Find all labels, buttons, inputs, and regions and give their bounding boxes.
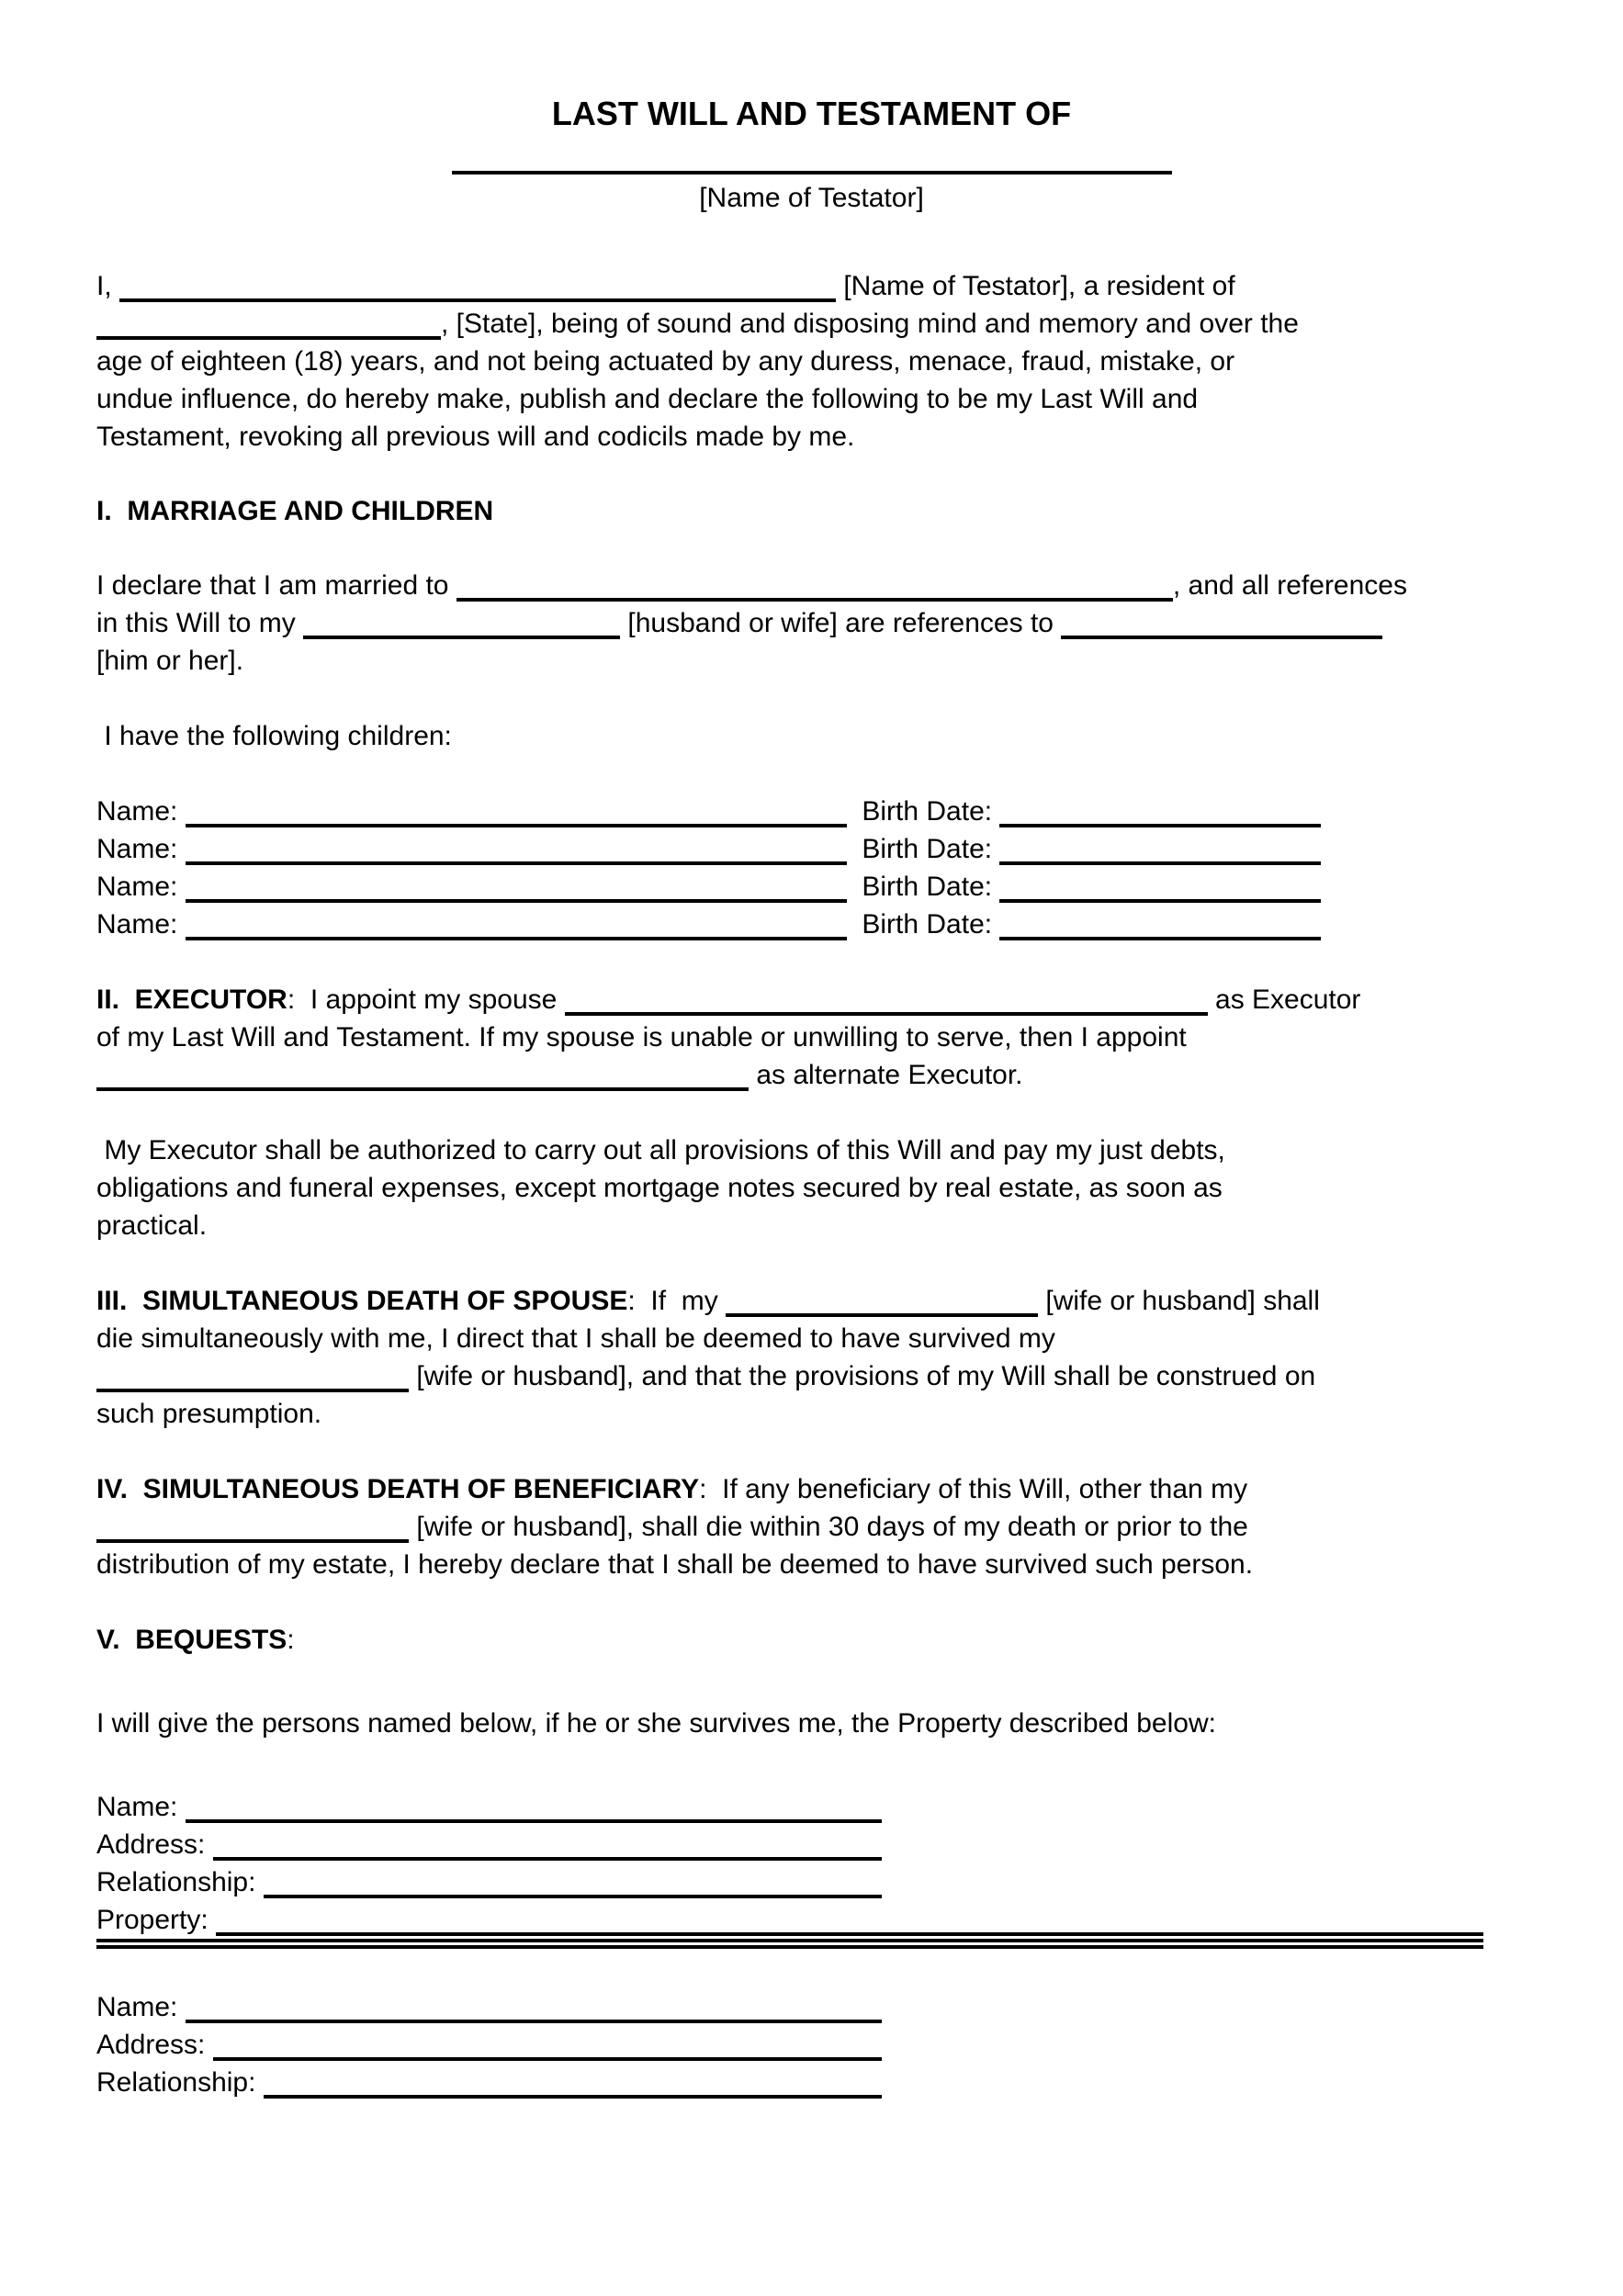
document-line bbox=[96, 1508, 1527, 1546]
beneficiary-name-row bbox=[96, 1988, 882, 2026]
document-line bbox=[96, 1019, 1527, 1056]
document-line bbox=[96, 1320, 1527, 1357]
executor-powers bbox=[96, 1131, 1527, 1244]
document-line bbox=[96, 1169, 1527, 1207]
blank-field bbox=[999, 906, 1321, 940]
text-run: Name: bbox=[96, 872, 186, 902]
document-line bbox=[96, 604, 1527, 642]
beneficiary-relationship-row bbox=[96, 1863, 882, 1901]
document-line bbox=[96, 1357, 1527, 1395]
simultaneous-death-of-beneficiary bbox=[96, 1470, 1527, 1583]
blank-field bbox=[213, 1826, 882, 1861]
text-run: , [State], being of sound and disposing mind and memory and over the bbox=[441, 309, 1299, 339]
blank-field bbox=[186, 1988, 882, 2023]
blank-field bbox=[726, 1282, 1038, 1317]
blank-field bbox=[264, 2064, 882, 2099]
text-run: I, bbox=[96, 271, 120, 301]
document-line bbox=[96, 642, 1527, 680]
document-line bbox=[96, 267, 1527, 305]
text-run: : bbox=[287, 1625, 295, 1655]
text-run: Relationship: bbox=[96, 1867, 264, 1897]
document-line bbox=[96, 492, 1527, 530]
blank-field bbox=[999, 868, 1321, 903]
bequests-heading bbox=[96, 1621, 1527, 1659]
blank-field bbox=[1061, 604, 1382, 639]
text-run: [him or her]. bbox=[96, 646, 244, 676]
text-run: age of eighteen (18) years, and not being actuated by any duress, menace, fraud, mistake, or bbox=[96, 346, 1235, 377]
blank-field bbox=[264, 1863, 882, 1898]
document-line bbox=[96, 1621, 1527, 1659]
text-run: Name: bbox=[96, 834, 186, 864]
text-run: My Executor shall be authorized to carry out all provisions of this Will and pay my just debts, bbox=[96, 1135, 1225, 1165]
text-run: Birth Date: bbox=[846, 909, 1000, 940]
children-intro bbox=[96, 717, 1527, 755]
document-line bbox=[96, 1705, 1527, 1742]
document-line bbox=[96, 305, 1527, 343]
blank-field bbox=[96, 1056, 749, 1091]
heading-marriage-and-children bbox=[96, 492, 1527, 530]
text-run: Birth Date: bbox=[846, 834, 1000, 864]
beneficiary-relationship-row bbox=[96, 2064, 882, 2101]
text-run: distribution of my estate, I hereby declare that I shall be deemed to have survived such person. bbox=[96, 1549, 1254, 1580]
blank-field bbox=[216, 1901, 1483, 1936]
property-continuation-line bbox=[96, 1945, 1483, 1952]
beneficiary-property-row bbox=[96, 1901, 1483, 1939]
document-line bbox=[96, 567, 1527, 604]
document-line bbox=[96, 380, 1527, 418]
beneficiary-address-row bbox=[96, 2026, 882, 2064]
bold-text-run: II. EXECUTOR bbox=[96, 985, 287, 1015]
beneficiary-name-row bbox=[96, 1788, 882, 1826]
blank-field bbox=[119, 267, 836, 302]
bold-text-run: V. BEQUESTS bbox=[96, 1625, 287, 1655]
marriage-declaration bbox=[96, 567, 1527, 680]
text-run: Name: bbox=[96, 796, 186, 827]
bequest-entry-2 bbox=[96, 1988, 1527, 2101]
bequests-intro bbox=[96, 1705, 1527, 1742]
text-run: Name: bbox=[96, 1992, 186, 2022]
blank-field bbox=[999, 830, 1321, 865]
text-run: I declare that I am married to bbox=[96, 570, 456, 601]
document-line bbox=[96, 1282, 1527, 1320]
property-continuation-line bbox=[96, 1939, 1483, 1945]
document-line bbox=[96, 1470, 1527, 1508]
child-row bbox=[96, 868, 1527, 906]
text-run: : If any beneficiary of this Will, other than my bbox=[699, 1474, 1248, 1504]
document-line bbox=[96, 1395, 1527, 1433]
text-run: Address: bbox=[96, 1829, 213, 1860]
blank-field bbox=[565, 981, 1208, 1016]
child-row bbox=[96, 830, 1527, 868]
bold-text-run: IV. SIMULTANEOUS DEATH OF BENEFICIARY bbox=[96, 1474, 700, 1504]
text-run: Relationship: bbox=[96, 2067, 264, 2098]
executor-clause bbox=[96, 981, 1527, 1094]
text-run: , and all references bbox=[1172, 570, 1407, 601]
bold-text-run: III. SIMULTANEOUS DEATH OF SPOUSE bbox=[96, 1286, 628, 1316]
child-row bbox=[96, 793, 1527, 830]
simultaneous-death-of-spouse bbox=[96, 1282, 1527, 1433]
text-run: Property: bbox=[96, 1905, 217, 1935]
document-content bbox=[0, 92, 1623, 2101]
text-run: [wife or husband], and that the provisions of my Will shall be construed on bbox=[409, 1361, 1316, 1391]
document-line bbox=[96, 981, 1527, 1019]
text-run: practical. bbox=[96, 1210, 208, 1241]
document-line bbox=[96, 343, 1527, 380]
document-line bbox=[96, 1056, 1527, 1094]
blank-field bbox=[186, 793, 847, 827]
blank-field bbox=[186, 830, 847, 865]
blank-field bbox=[96, 305, 441, 340]
text-run: of my Last Will and Testament. If my spouse is unable or unwilling to serve, then I appoint bbox=[96, 1022, 1187, 1052]
text-run: I will give the persons named below, if he or she survives me, the Property described below: bbox=[96, 1708, 1216, 1739]
blank-field bbox=[186, 868, 847, 903]
text-run: Name: bbox=[96, 1792, 186, 1822]
bequest-entry-1 bbox=[96, 1788, 1527, 1952]
text-run: Address: bbox=[96, 2030, 213, 2060]
text-run: die simultaneously with me, I direct that I shall be deemed to have survived my bbox=[96, 1323, 1055, 1354]
document-line bbox=[96, 171, 1527, 177]
beneficiary-address-row bbox=[96, 1826, 882, 1863]
text-run: [husband or wife] are references to bbox=[620, 608, 1062, 638]
blank-field bbox=[999, 793, 1321, 827]
text-run: [wife or husband] shall bbox=[1038, 1286, 1320, 1316]
text-run: Testament, revoking all previous will and codicils made by me. bbox=[96, 422, 855, 452]
text-run: as Executor bbox=[1207, 985, 1361, 1015]
text-run: undue influence, do hereby make, publish and declare the following to be my Last Will and bbox=[96, 384, 1199, 414]
child-row bbox=[96, 906, 1527, 943]
text-run: obligations and funeral expenses, except mortgage notes secured by real estate, as soon as bbox=[96, 1173, 1223, 1203]
text-run: in this Will to my bbox=[96, 608, 304, 638]
document-line bbox=[96, 179, 1527, 217]
text-run: Birth Date: bbox=[846, 796, 1000, 827]
blank-field bbox=[96, 1939, 1483, 1942]
blank-field bbox=[452, 171, 1172, 174]
text-run: such presumption. bbox=[96, 1399, 322, 1429]
blank-field bbox=[186, 906, 847, 940]
blank-field bbox=[96, 1357, 409, 1392]
document-line bbox=[96, 418, 1527, 456]
text-run: [Name of Testator], a resident of bbox=[836, 271, 1235, 301]
text-run: [Name of Testator] bbox=[699, 183, 924, 213]
blank-field bbox=[186, 1788, 882, 1823]
text-run: : I appoint my spouse bbox=[287, 985, 565, 1015]
text-run: Birth Date: bbox=[846, 872, 1000, 902]
blank-field bbox=[96, 1945, 1483, 1949]
document-sections bbox=[96, 171, 1527, 2101]
text-run: as alternate Executor. bbox=[749, 1060, 1023, 1090]
document-title: LAST WILL AND TESTAMENT OF bbox=[551, 95, 1072, 132]
text-run: Name: bbox=[96, 909, 186, 940]
testator-name-line bbox=[96, 171, 1527, 217]
document-line bbox=[96, 1546, 1527, 1583]
blank-field bbox=[213, 2026, 882, 2061]
opening-declaration bbox=[96, 267, 1527, 456]
text-run: [wife or husband], shall die within 30 days of my death or prior to the bbox=[409, 1512, 1248, 1542]
blank-field bbox=[456, 567, 1173, 602]
document-line bbox=[96, 717, 1527, 755]
text-run: I have the following children: bbox=[96, 721, 452, 751]
bold-text-run: I. MARRIAGE AND CHILDREN bbox=[96, 496, 494, 526]
blank-field bbox=[96, 1508, 409, 1543]
document-line bbox=[96, 1207, 1527, 1244]
text-run: : If my bbox=[627, 1286, 727, 1316]
blank-field bbox=[303, 604, 620, 639]
document-line bbox=[96, 1131, 1527, 1169]
children-list bbox=[96, 793, 1527, 943]
